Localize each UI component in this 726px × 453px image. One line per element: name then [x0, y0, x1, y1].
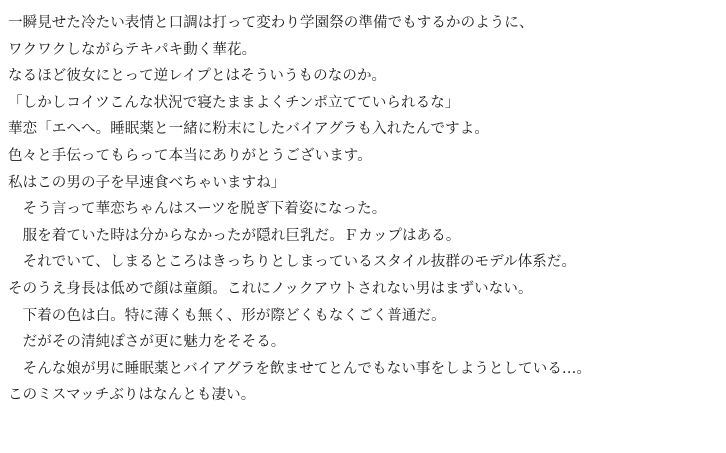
- text-line: 下着の色は白。特に薄くも無く、形が際どくもなくごく普通だ。: [8, 307, 446, 324]
- text-line: 華恋「エへへ。睡眠薬と一緒に粉末にしたバイアグラも入れたんですよ。: [8, 121, 489, 138]
- text-line: そう言って華恋ちゃんはスーツを脱ぎ下着姿になった。: [8, 201, 387, 218]
- text-line: それでいて、しまるところはきっちりとしまっているスタイル抜群のモデル体系だ。: [8, 254, 577, 271]
- text-line: なるほど彼女にとって逆レイプとはそういうものなのか。: [8, 68, 387, 85]
- text-line: 一瞬見せた冷たい表情と口調は打って変わり学園祭の準備でもするかのように、: [8, 15, 534, 31]
- text-line: 「しかしコイツこんな状況で寝たままよくチンポ立てていられるな」: [8, 94, 460, 111]
- text-line: そんな娘が男に睡眠薬とバイアグラを飲ませてとんでもない事をしようとしている…。: [8, 360, 592, 377]
- text-line: 私はこの男の子を早速食べちゃいますね」: [8, 174, 286, 191]
- text-line: だがその清純ぽさが更に魅力をそそる。: [8, 334, 286, 351]
- text-line: そのうえ身長は低めで顔は童顔。これにノックアウトされない男はまずいない。: [8, 280, 533, 297]
- text-line: 色々と手伝ってもらって本当にありがとうございます。: [8, 147, 372, 164]
- text-line: ワクワクしながらテキパキ動く華花。: [8, 41, 257, 58]
- text-line: 服を着ていた時は分からなかったが隠れ巨乳だ。Ｆカップはある。: [8, 227, 461, 244]
- text-line: このミスマッチぶりはなんとも凄い。: [8, 387, 256, 404]
